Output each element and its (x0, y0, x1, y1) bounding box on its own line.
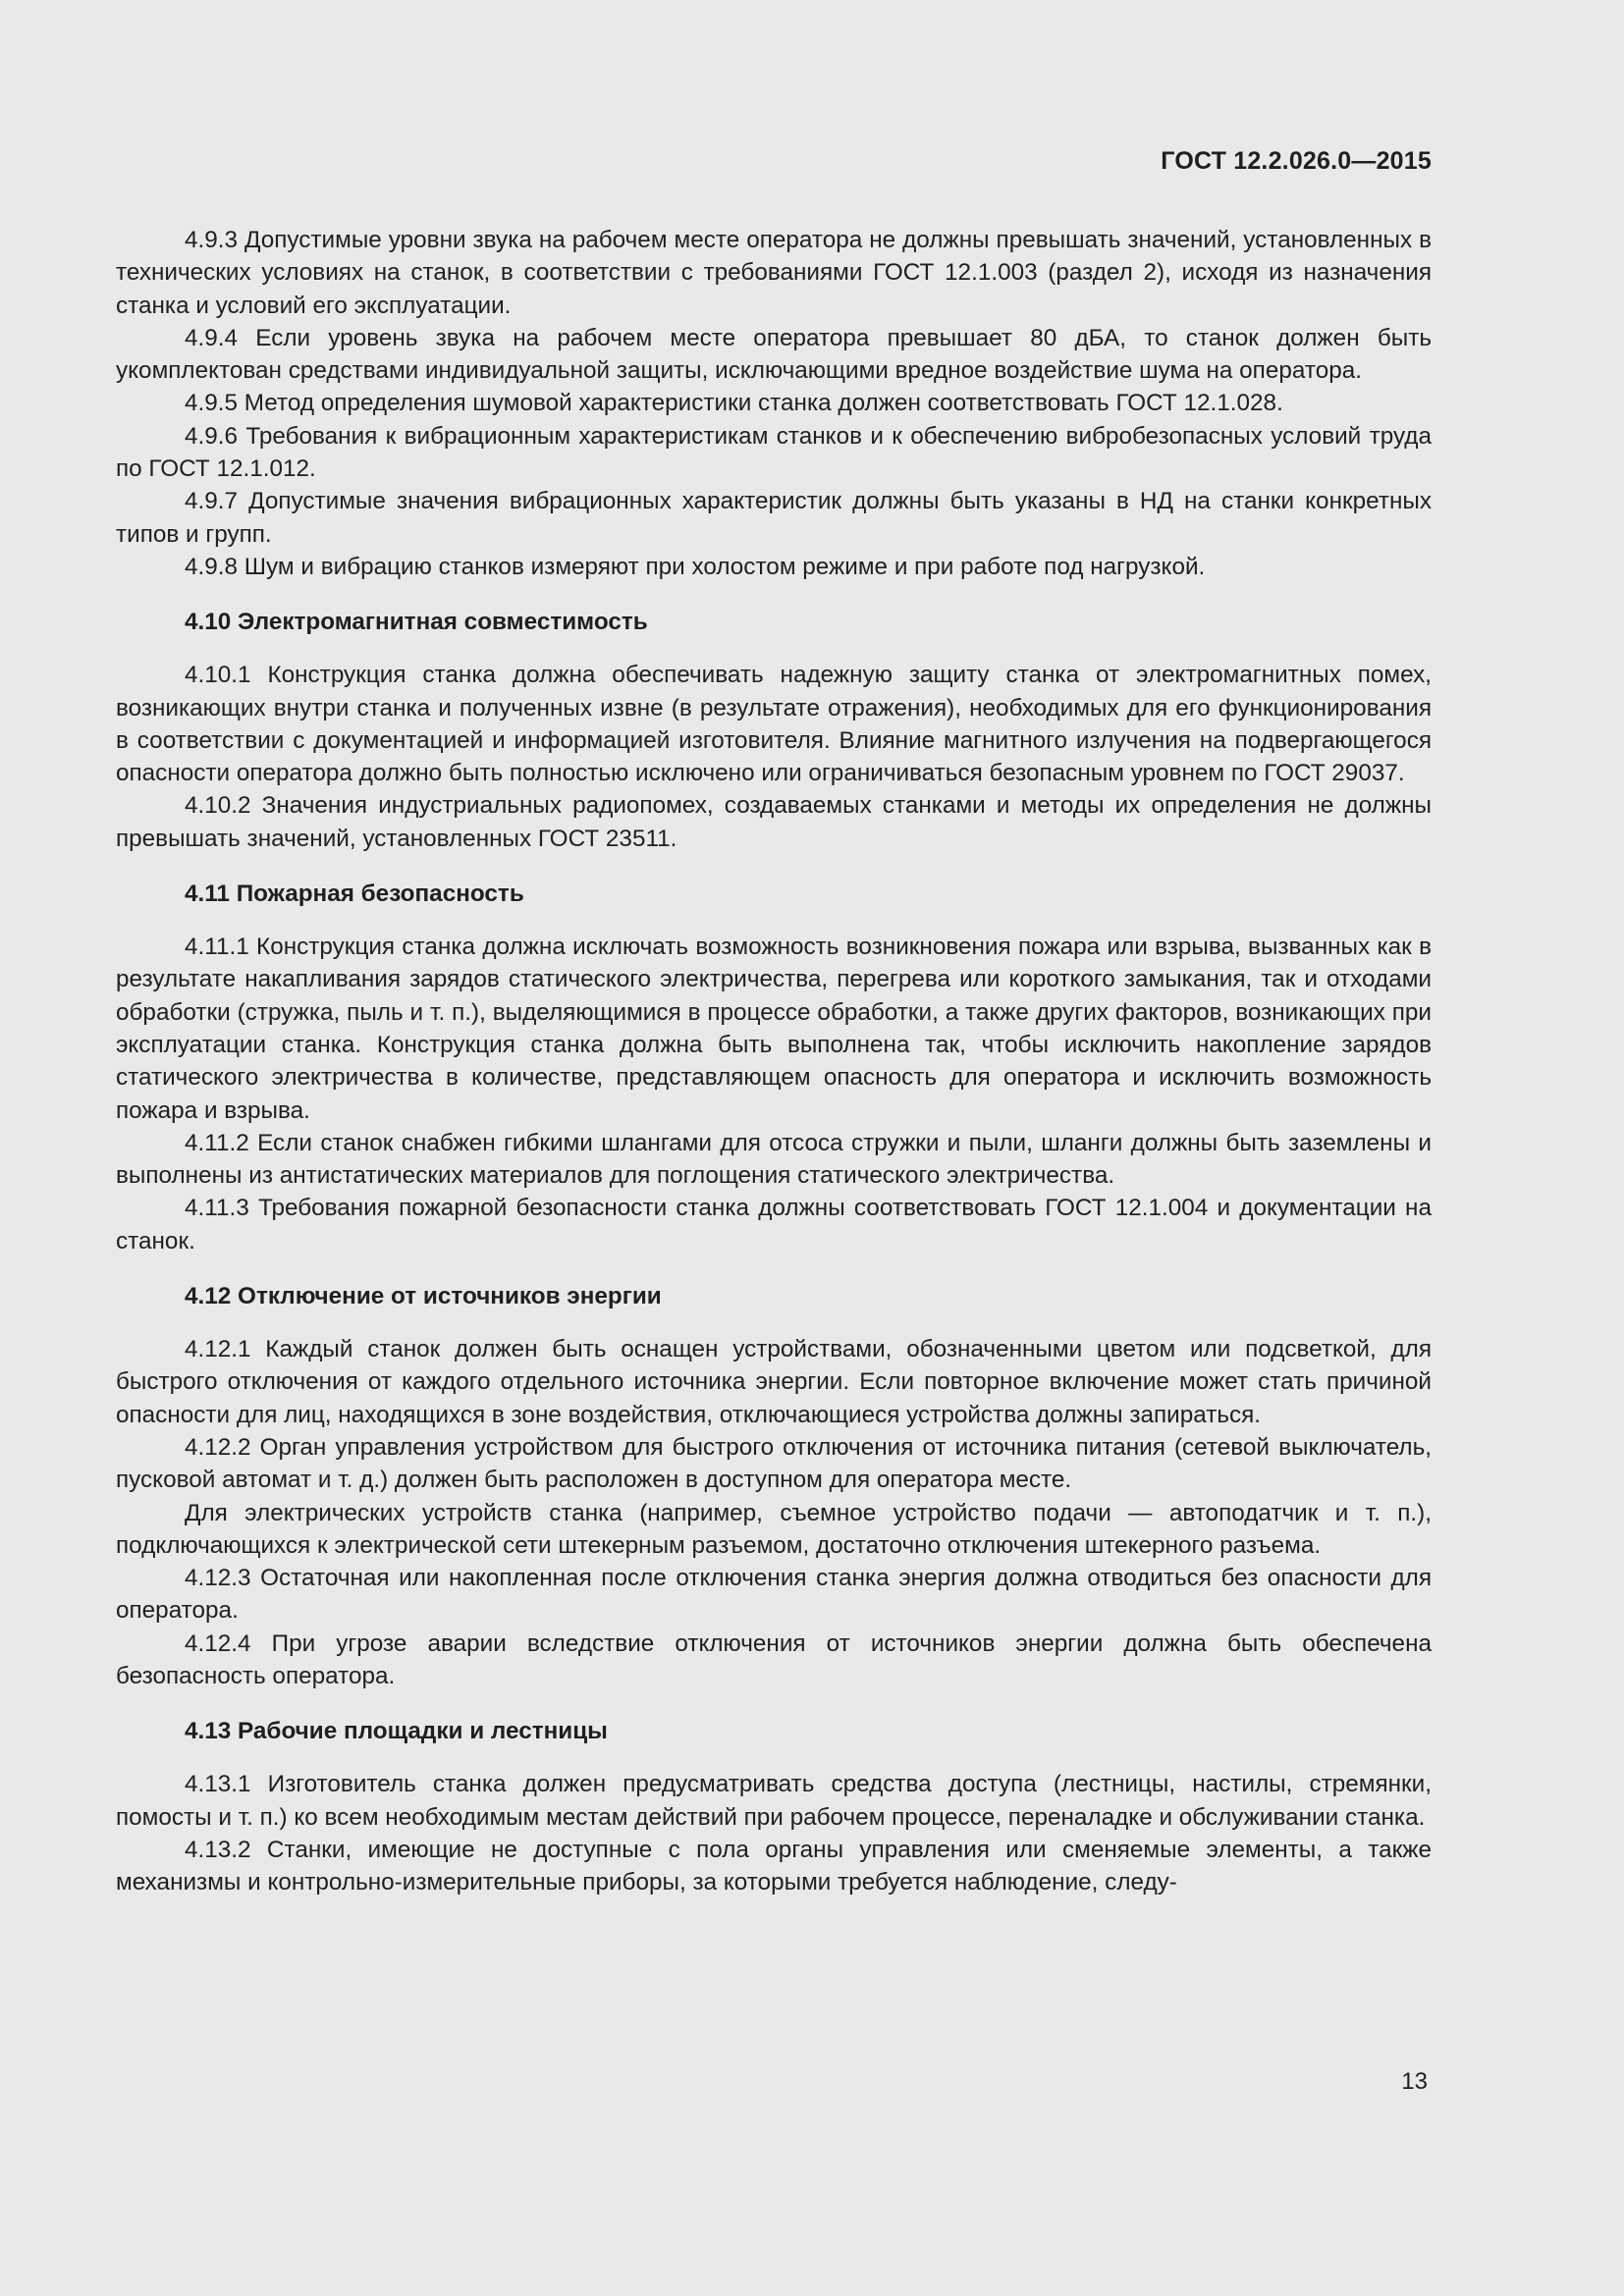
paragraph-4-11-1: 4.11.1 Конструкция станка должна исключать возможность возникновения пожара или взрыва, вызванных как в результате накапливания зарядов статического электричества, перегрева или короткого замыкания, так и отходами обработки (стружка, пыль и т. п.), выделяющимися в процессе обработки, а также других факторов, возникающих при эксплуатации станка. Конструкция станка должна быть выполнена так, чтобы исключить накопление зарядов статического электричества в количестве, представляющем опасность для оператора и исключить возможность пожара и взрыва. (116, 934, 1432, 1124)
paragraph-4-11-2: 4.11.2 Если станок снабжен гибкими шлангами для отсоса стружки и пыли, шланги должны быть заземлены и выполнены из антистатических материалов для поглощения статического электричества. (116, 1129, 1432, 1190)
section-heading-4-10: 4.10 Электромагнитная совместимость (185, 609, 648, 636)
paragraph-4-9-3: 4.9.3 Допустимые уровни звука на рабочем месте оператора не должны превышать значений, установленных в технических условиях на станок, в соответствии с требованиями ГОСТ 12.1.003 (раздел 2), исходя из назначения станка и условий его эксплуатации. (116, 227, 1432, 319)
paragraph-4-10-1: 4.10.1 Конструкция станка должна обеспечивать надежную защиту станка от электромагнитных помех, возникающих внутри станка и полученных извне (в результате отражения), необходимых для его функционирования в соответствии с документацией и информацией изготовителя. Влияние магнитного излучения на подвергающегося опасности оператора должно быть полностью исключено или ограничиваться безопасным уровнем по ГОСТ 29037. (116, 662, 1432, 787)
paragraph-4-9-7: 4.9.7 Допустимые значения вибрационных характеристик должны быть указаны в НД на станки конкретных типов и групп. (116, 488, 1432, 548)
paragraph-4-12-3: 4.12.3 Остаточная или накопленная после отключения станка энергия должна отводиться без опасности для оператора. (116, 1565, 1432, 1625)
paragraph-4-9-4: 4.9.4 Если уровень звука на рабочем месте оператора превышает 80 дБА, то станок должен быть укомплектован средствами индивидуальной защиты, исключающими вредное воздействие шума на оператора. (116, 324, 1432, 385)
section-heading-4-11: 4.11 Пожарная безопасность (185, 881, 524, 908)
document-body (116, 224, 1432, 1898)
paragraph-4-13-1: 4.13.1 Изготовитель станка должен предусматривать средства доступа (лестницы, настилы, стремянки, помосты и т. п.) ко всем необходимым местам действий при рабочем процессе, переналадке и обслуживании станка. (116, 1771, 1432, 1831)
paragraph-4-9-5: 4.9.5 Метод определения шумовой характеристики станка должен соответствовать ГОСТ 12.1.028. (185, 390, 1283, 417)
page-number: 13 (1401, 2068, 1428, 2095)
paragraph-4-12-4: 4.12.4 При угрозе аварии вследствие отключения от источников энергии должна быть обеспечена безопасность оператора. (116, 1629, 1432, 1689)
paragraph-4-9-8: 4.9.8 Шум и вибрацию станков измеряют при холостом режиме и при работе под нагрузкой. (185, 553, 1206, 580)
section-heading-4-13: 4.13 Рабочие площадки и лестницы (185, 1718, 608, 1745)
paragraph-4-10-2: 4.10.2 Значения индустриальных радиопомех, создаваемых станками и методы их определения не должны превышать значений, установленных ГОСТ 23511. (116, 792, 1432, 852)
paragraph-4-9-6: 4.9.6 Требования к вибрационным характеристикам станков и к обеспечению вибробезопасных условий труда по ГОСТ 12.1.012. (116, 422, 1432, 483)
paragraph-4-13-2: 4.13.2 Станки, имеющие не доступные с пола органы управления или сменяемые элементы, а также механизмы и контрольно-измерительные приборы, за которыми требуется наблюдение, следу- (116, 1836, 1432, 1896)
paragraph-4-12-2-note: Для электрических устройств станка (например, съемное устройство подачи — автоподатчик и т. п.), подключающихся к электрической сети штекерным разъемом, достаточно отключения штекерного разъема. (116, 1499, 1432, 1559)
paragraph-4-11-3: 4.11.3 Требования пожарной безопасности станка должны соответствовать ГОСТ 12.1.004 и документации на станок. (116, 1195, 1432, 1255)
section-heading-4-12: 4.12 Отключение от источников энергии (185, 1283, 662, 1310)
paragraph-4-12-1: 4.12.1 Каждый станок должен быть оснащен устройствами, обозначенными цветом или подсветкой, для быстрого отключения от каждого отдельного источника энергии. Если повторное включение может стать причиной опасности для лиц, находящихся в зоне воздействия, отключающиеся устройства должны запираться. (116, 1336, 1432, 1428)
paragraph-4-12-2: 4.12.2 Орган управления устройством для быстрого отключения от источника питания (сетевой выключатель, пусковой автомат и т. д.) должен быть расположен в доступном для оператора месте. (116, 1433, 1432, 1494)
document-code-header: ГОСТ 12.2.026.0—2015 (1161, 147, 1432, 175)
